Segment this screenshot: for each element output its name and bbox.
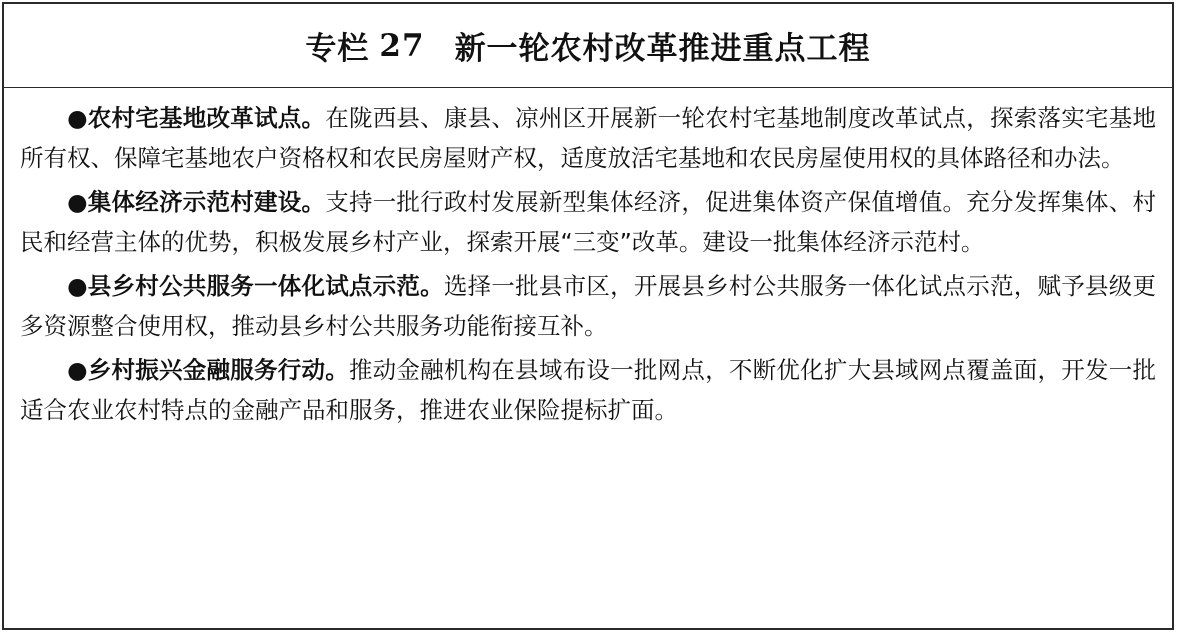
bullet-icon: ● bbox=[67, 188, 88, 216]
item-body: 推动金融机构在县域布设一批网点，不断优化扩大县域网点覆盖面，开发一批适合农业农村特点的金融产品和服务，推进农业保险提标扩面。 bbox=[20, 356, 1156, 424]
item-financial-services bbox=[20, 350, 1156, 430]
feature-box bbox=[2, 2, 1174, 630]
box-title bbox=[305, 23, 870, 68]
item-heading: 集体经济示范村建设。 bbox=[87, 188, 326, 216]
bullet-icon: ● bbox=[67, 272, 88, 300]
bullet-icon: ● bbox=[67, 104, 88, 132]
item-heading: 县乡村公共服务一体化试点示范。 bbox=[87, 272, 444, 300]
item-homestead-reform bbox=[20, 98, 1156, 178]
item-body: 选择一批县市区，开展县乡村公共服务一体化试点示范，赋予县级更多资源整合使用权，推动县乡村公共服务功能衔接互补。 bbox=[20, 272, 1156, 340]
item-heading: 乡村振兴金融服务行动。 bbox=[87, 356, 349, 384]
title-prefix: 专栏 bbox=[305, 31, 370, 67]
title-text: 新一轮农村改革推进重点工程 bbox=[454, 31, 871, 67]
bullet-icon: ● bbox=[67, 356, 88, 384]
item-collective-economy bbox=[20, 182, 1156, 262]
item-body: 支持一批行政村发展新型集体经济，促进集体资产保值增值。充分发挥集体、村民和经营主体的优势，积极发展乡村产业，探索开展“三变”改革。建设一批集体经济示范村。 bbox=[20, 188, 1157, 256]
title-number: 27 bbox=[379, 27, 425, 64]
box-content bbox=[4, 88, 1172, 430]
item-public-services bbox=[20, 266, 1156, 346]
item-body: 在陇西县、康县、凉州区开展新一轮农村宅基地制度改革试点，探索落实宅基地所有权、保障宅基地农户资格权和农民房屋财产权，适度放活宅基地和农民房屋使用权的具体路径和办法。 bbox=[20, 104, 1157, 172]
box-title-bar bbox=[4, 4, 1172, 88]
item-heading: 农村宅基地改革试点。 bbox=[87, 104, 326, 132]
